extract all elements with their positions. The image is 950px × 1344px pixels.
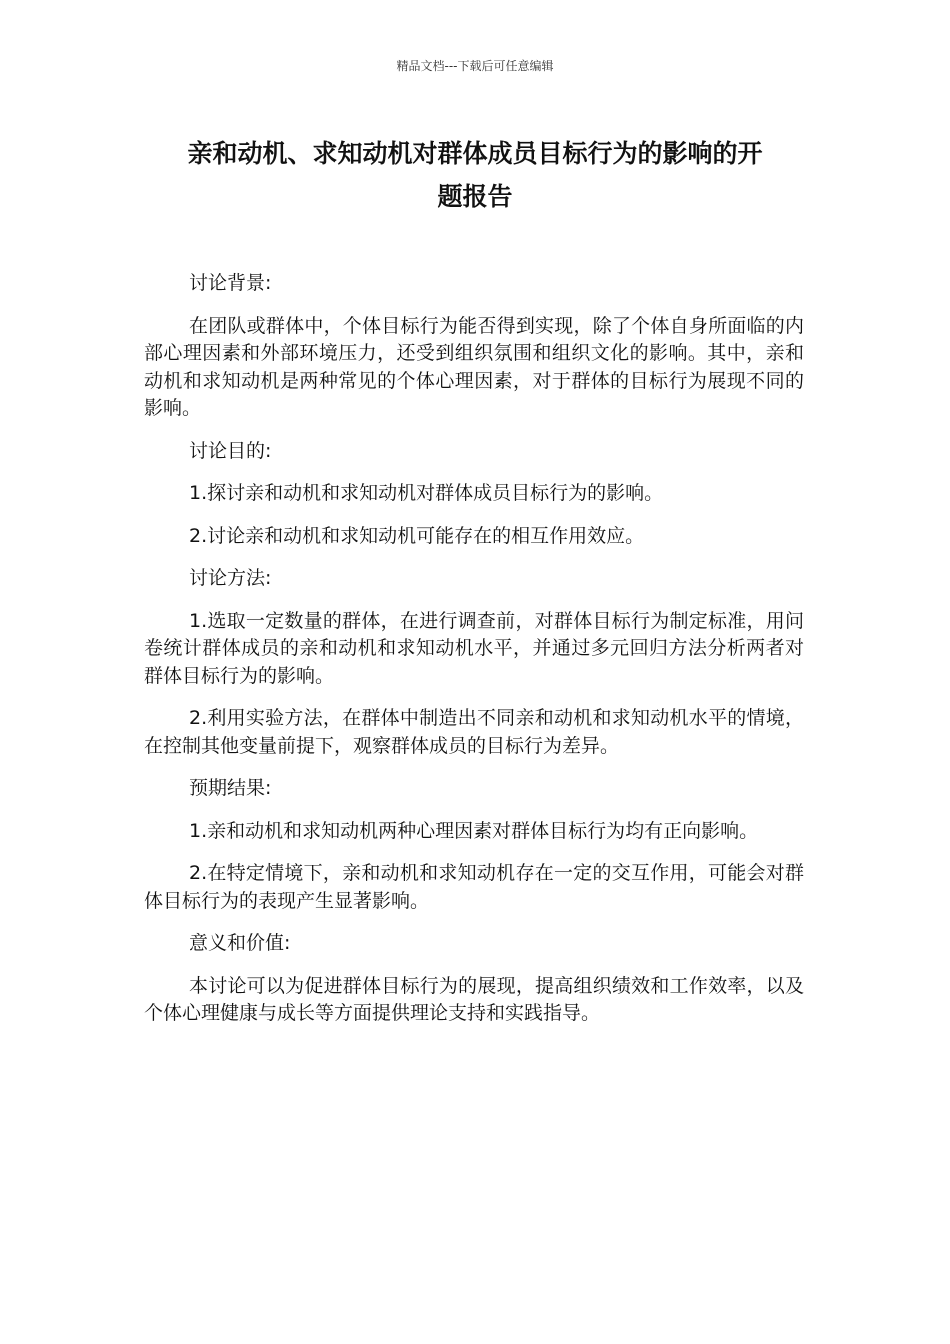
document-title — [140, 132, 810, 218]
value-paragraph: 本讨论可以为促进群体目标行为的展现，提高组织绩效和工作效率，以及个体心理健康与成长等方面提供理论支持和实践指导。 — [144, 974, 804, 1024]
method-item-2: 2.利用实验方法，在群体中制造出不同亲和动机和求知动机水平的情境，在控制其他变量前提下，观察群体成员的目标行为差异。 — [144, 707, 804, 757]
title-line-2: 题报告 — [437, 182, 513, 211]
header-note: 精品文档---下载后可任意编辑 — [396, 59, 554, 73]
method-item-1: 1.选取一定数量的群体，在进行调查前，对群体目标行为制定标准，用问卷统计群体成员的亲和动机和求知动机水平，并通过多元回归方法分析两者对群体目标行为的影响。 — [144, 609, 804, 687]
background-paragraph: 在团队或群体中，个体目标行为能否得到实现，除了个体自身所面临的内部心理因素和外部环境压力，还受到组织氛围和组织文化的影响。其中，亲和动机和求知动机是两种常见的个体心理因素，对于群体的目标行为展现不同的影响。 — [144, 314, 804, 419]
title-line-1: 亲和动机、求知动机对群体成员目标行为的影响的开 — [187, 139, 763, 168]
method-heading: 讨论方法: — [189, 567, 272, 589]
document-body — [144, 270, 804, 1043]
value-heading: 意义和价值: — [189, 932, 291, 954]
results-heading: 预期结果: — [189, 777, 272, 799]
results-item-1: 1.亲和动机和求知动机两种心理因素对群体目标行为均有正向影响。 — [189, 819, 759, 842]
purpose-item-1: 1.探讨亲和动机和求知动机对群体成员目标行为的影响。 — [189, 482, 664, 504]
purpose-item-2: 2.讨论亲和动机和求知动机可能存在的相互作用效应。 — [189, 524, 645, 547]
purpose-heading: 讨论目的: — [189, 439, 272, 462]
background-heading: 讨论背景: — [189, 272, 272, 294]
results-item-2: 2.在特定情境下，亲和动机和求知动机存在一定的交互作用，可能会对群体目标行为的表现产生显著影响。 — [144, 862, 804, 912]
